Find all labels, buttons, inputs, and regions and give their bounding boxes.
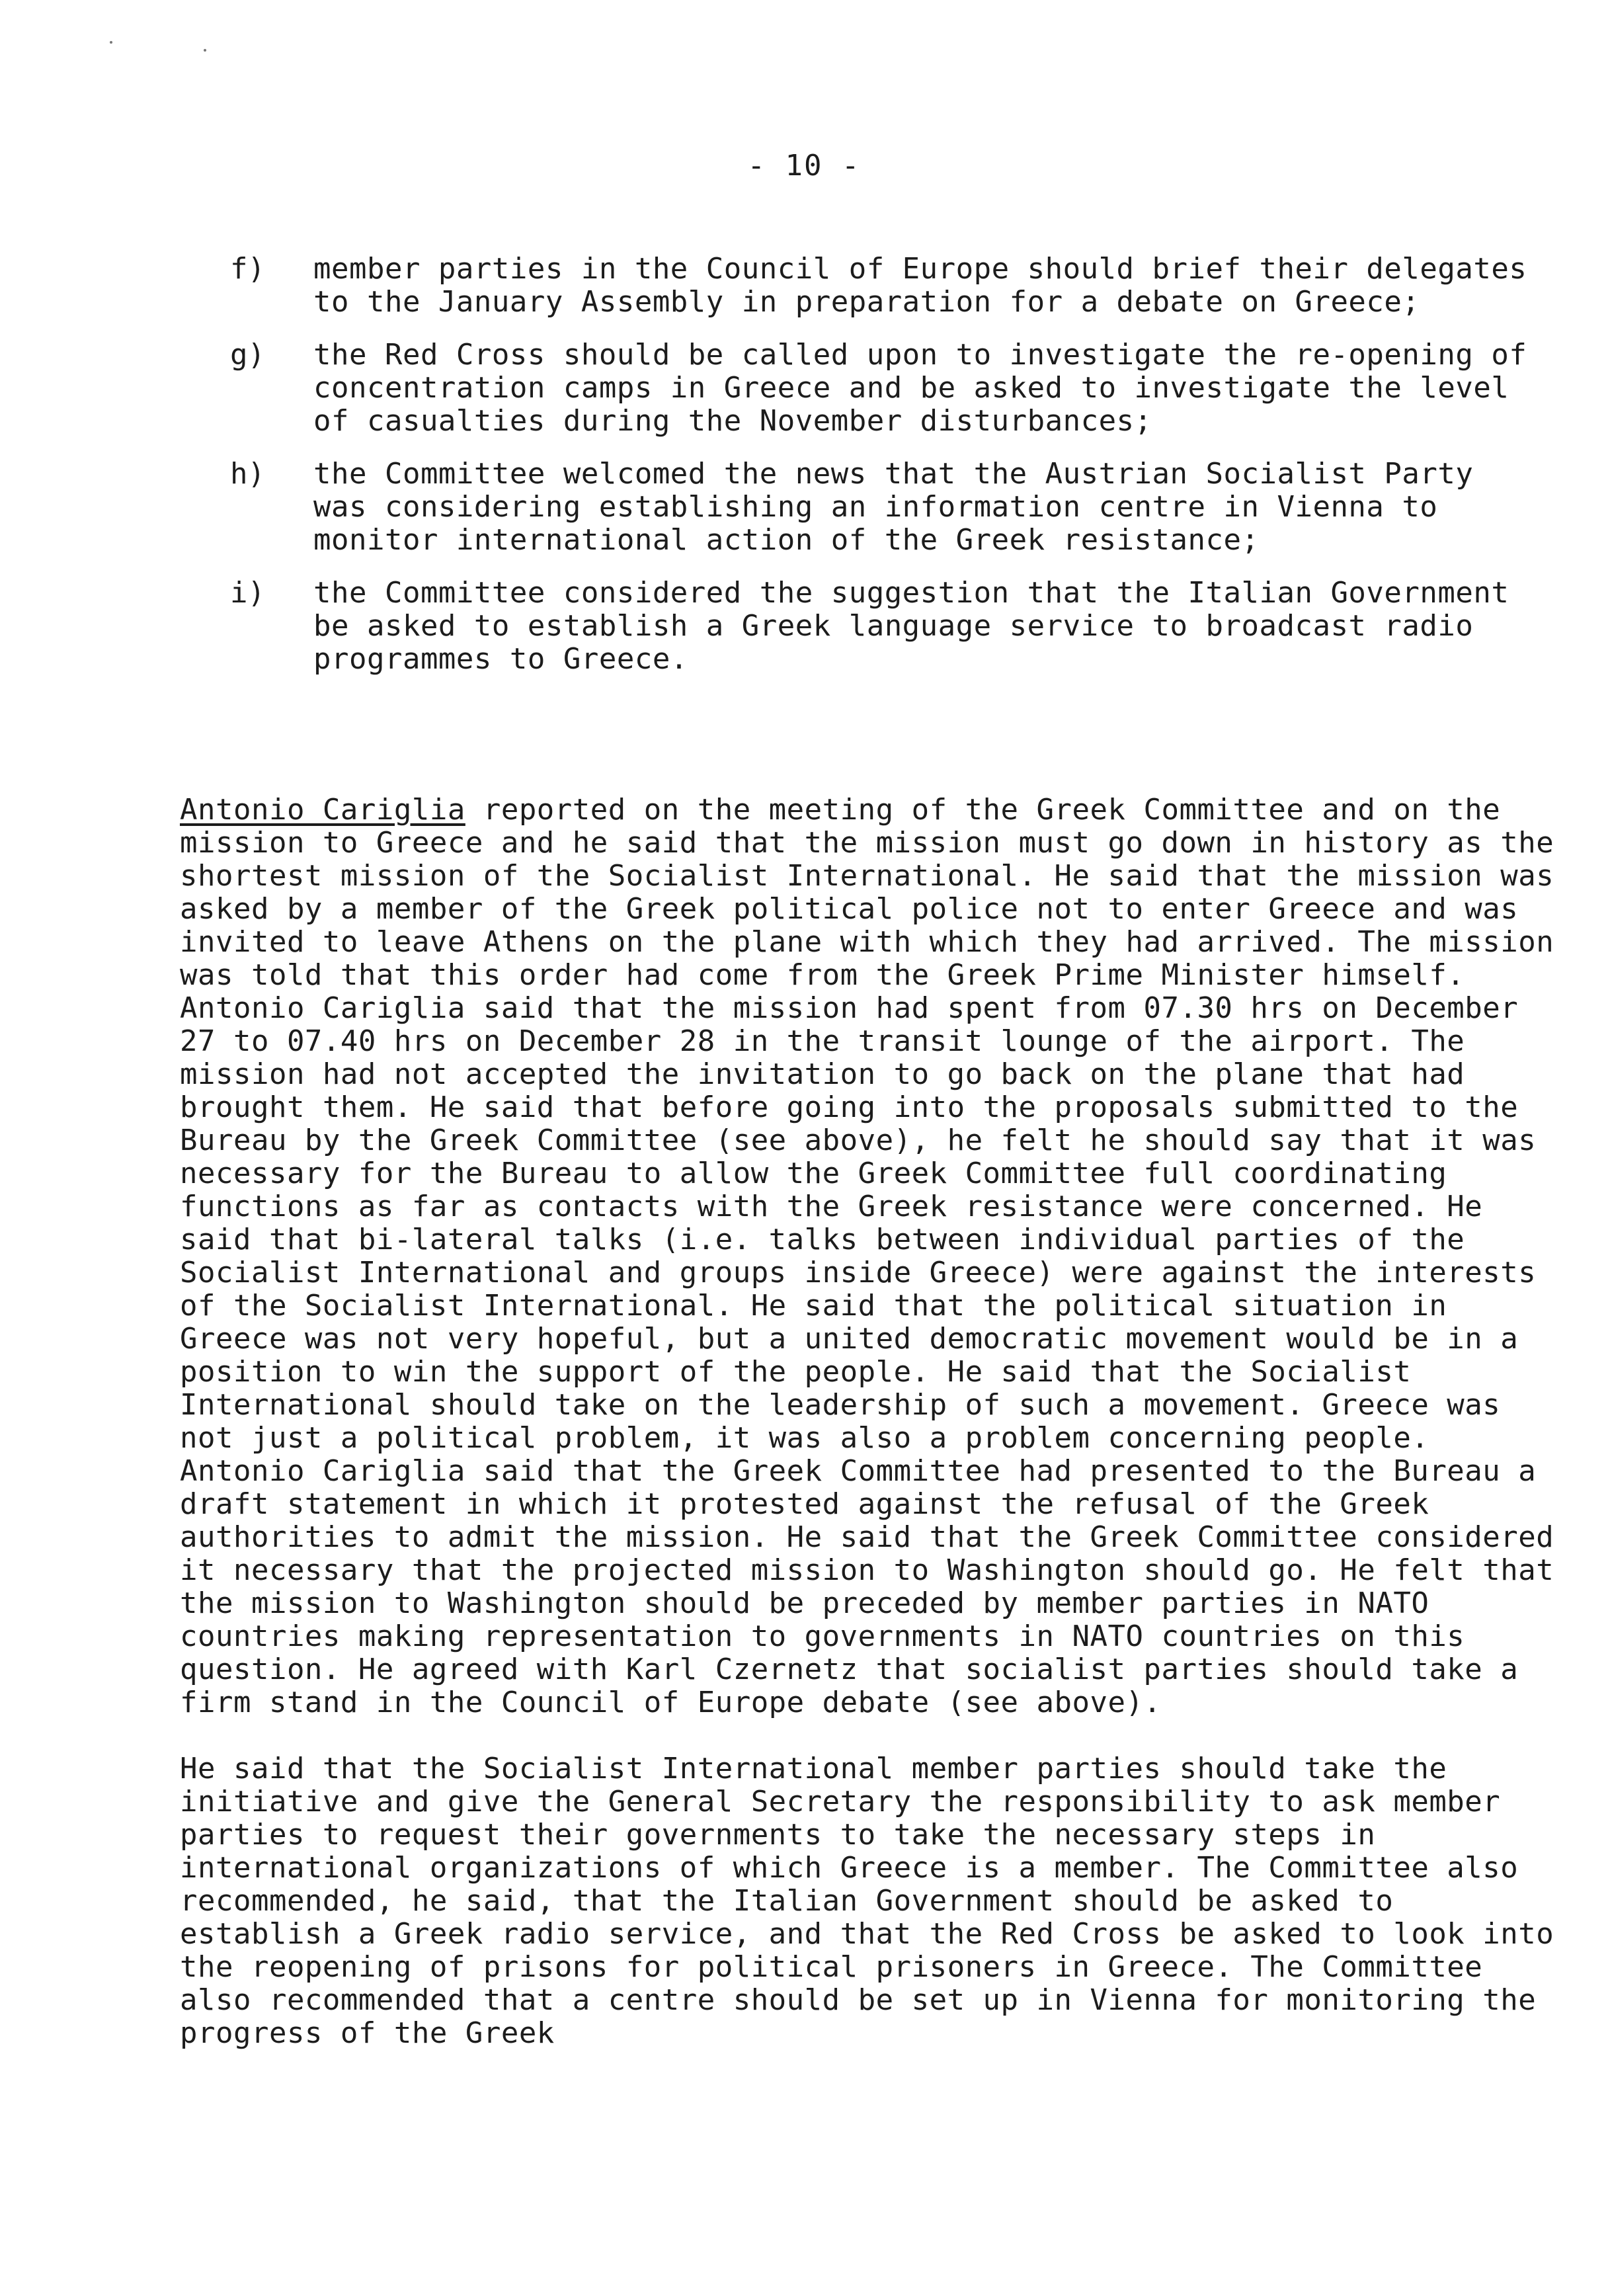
list-marker: f): [230, 252, 265, 286]
page-number: - 10 -: [747, 149, 861, 183]
list-item: [230, 339, 1539, 438]
recommendations-list: [230, 253, 1539, 696]
scan-speck: [204, 49, 206, 52]
scan-speck: [110, 41, 112, 44]
list-item: [230, 577, 1539, 676]
paragraph-text: reported on the meeting of the Greek Committee and on the mission to Greece and he said that the mission must go down in history as the shortest mission of the Socialist International. He said that the mission was asked by a member of the Greek political police not to enter Greece and was invited to leave Athens on the plane with which they had arrived. The mission was told that this order had come from the Greek Prime Minister himself. Antonio Cariglia said that the mission had spent from 07.30 hrs on December 27 to 07.40 hrs on December 28 in the transit lounge of the airport. The mission had not accepted the invitation to go back on the plane that had brought them. He said that before going into the proposals submitted to the Bureau by the Greek Committee (see above), he felt he should say that it was necessary for the Bureau to allow the Greek Committee full coordinating functions as far as contacts with the Greek resistance were concerned. He said that bi-lateral talks (i.e. talks between individual parties of the Socialist International and groups inside Greece) were against the interests of the Socialist International. He said that the political situation in Greece was not very hopeful, but a united democratic movement would be in a position to win the support of the people. He said that the Socialist International should take on the leadership of such a movement. Greece was not just a political problem, it was also a problem concerning people. Antonio Cariglia said that the Greek Committee had presented to the Bureau a draft statement in which it protested against the refusal of the Greek authorities to admit the mission. He said that the Greek Committee considered it necessary that the projected mission to Washington should go. He felt that the mission to Washington should be preceded by member parties in NATO countries making representation to governments in NATO countries on this question. He agreed with Karl Czernetz that socialist parties should take a firm stand in the Council of Europe debate (see above).: [180, 793, 1554, 1719]
list-item-text: the Committee welcomed the news that the Austrian Socialist Party was considering establishing an information centre in Vienna to monitor international action of the Greek resistance;: [313, 457, 1474, 557]
list-marker: i): [230, 576, 265, 610]
committee-recommendations-paragraph: He said that the Socialist International member parties should take the initiative and give the General Secretary the responsibility to ask member parties to request their governments to take the necessary steps in international organizations of which Greece is a member. The Committee also recommended, he said, that the Italian Government should be asked to establish a Greek radio service, and that the Red Cross be asked to look into the reopening of prisons for political prisoners in Greece. The Committee also recommended that a centre should be set up in Vienna for monitoring the progress of the Greek: [180, 1752, 1554, 2050]
list-item-text: the Red Cross should be called upon to investigate the re-opening of concentration camps in Greece and be asked to investigate the level of casualties during the November disturbances;: [313, 338, 1527, 438]
list-item-text: member parties in the Council of Europe should brief their delegates to the January Assembly in preparation for a debate on Greece;: [313, 252, 1527, 319]
list-marker: g): [230, 338, 265, 372]
list-item: [230, 458, 1539, 557]
list-item: [230, 253, 1539, 319]
list-item-text: the Committee considered the suggestion that the Italian Government be asked to establish a Greek language service to broadcast radio programmes to Greece.: [313, 576, 1509, 676]
list-marker: h): [230, 457, 265, 491]
speaker-name: Antonio Cariglia: [180, 793, 465, 827]
minutes-body: [180, 794, 1555, 2083]
cariglia-report-paragraph: [180, 794, 1555, 1719]
